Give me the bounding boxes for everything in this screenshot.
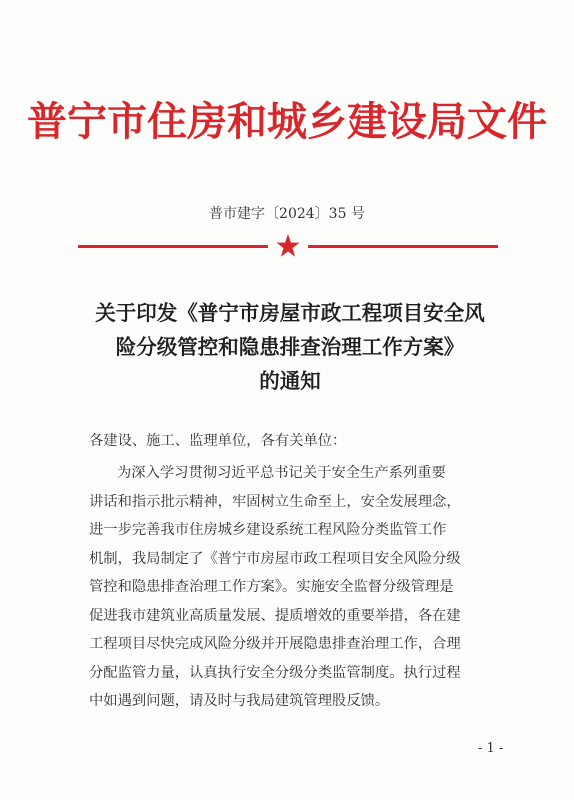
body-line: 促进我市建筑业高质量发展、提质增效的重要举措，各在建 xyxy=(89,607,461,624)
notice-title xyxy=(70,296,510,398)
separator-line-right xyxy=(308,245,498,248)
document-number: 普市建字〔2024〕35 号 xyxy=(209,206,365,222)
issuer-heading: 普宁市住房和城乡建设局文件 xyxy=(27,98,547,145)
separator-line-left xyxy=(78,245,268,248)
body-text xyxy=(89,459,519,716)
star-icon xyxy=(276,233,300,259)
body-line: 工程项目尽快完成风险分级并开展隐患排查治理工作，合理 xyxy=(89,636,461,652)
body-line: 管控和隐患排查治理工作方案》。实施安全监督分级管理是 xyxy=(89,579,454,595)
page-number: - 1 - xyxy=(478,741,504,756)
body-line: 为深入学习贯彻习近平总书记关于安全生产系列重要 xyxy=(117,465,446,481)
body-line: 进一步完善我市住房城乡建设系统工程风险分类监管工作 xyxy=(89,522,447,538)
body-line: 机制，我局制定了《普宁市房屋市政工程项目安全风险分级 xyxy=(89,550,461,567)
salutation: 各建设、施工、监理单位，各有关单位： xyxy=(89,433,347,449)
body-line: 分配监管力量，认真执行安全分级分类监管制度。执行过程 xyxy=(89,664,461,681)
body-line: 讲话和指示批示精神，牢固树立生命至上，安全发展理念， xyxy=(89,493,461,510)
title-line: 关于印发《普宁市房屋市政工程项目安全风 xyxy=(95,301,485,325)
red-separator xyxy=(78,233,498,263)
body-line: 中如遇到问题，请及时与我局建筑管理股反馈。 xyxy=(89,693,390,709)
title-line: 的通知 xyxy=(259,369,321,393)
title-line: 险分级管控和隐患排查治理工作方案》 xyxy=(115,335,465,359)
